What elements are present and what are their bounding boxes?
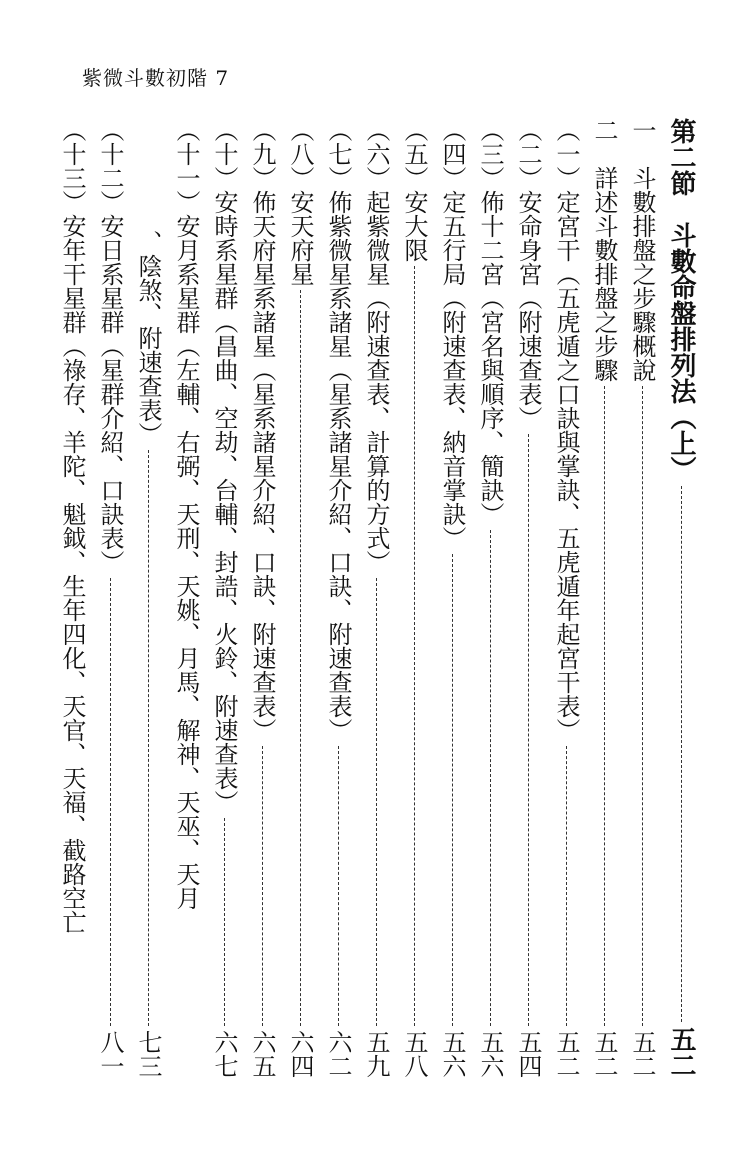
toc-entry-text: （十二）安日系星群（星群介紹、口訣表） <box>96 118 124 574</box>
toc-entry-text: （六）起紫微星（附速查表、計算的方式） <box>362 118 390 574</box>
dotted-leader <box>338 746 339 1026</box>
toc-entry-2-4[interactable] <box>435 118 469 1078</box>
toc-entry-text: （四）定五行局（附速查表、納音掌訣） <box>438 118 466 550</box>
toc-entry-page: 六五 <box>248 1030 276 1078</box>
toc-entry-2-8[interactable] <box>283 118 317 1078</box>
dotted-leader <box>642 386 643 1026</box>
toc-entry-page: 五九 <box>362 1030 390 1078</box>
toc-entry-2-13[interactable] <box>55 118 89 1078</box>
dotted-leader <box>414 266 415 1026</box>
toc-entry-2-2[interactable] <box>511 118 545 1078</box>
toc-entry-2[interactable] <box>587 118 621 1078</box>
toc-entry-2-3[interactable] <box>473 118 507 1078</box>
toc-entry-text: （三）佈十二宮（宮名與順序、簡訣） <box>476 118 504 526</box>
toc-entry-page: 五四 <box>514 1030 542 1078</box>
dotted-leader <box>528 434 529 1026</box>
toc-entry-page: 六七 <box>210 1030 238 1078</box>
toc-entry-2-12[interactable] <box>93 118 127 1078</box>
toc-entry-page: 五二 <box>666 1026 696 1078</box>
running-header: 紫微斗數初階 7 <box>82 66 230 90</box>
toc-entry-page: 五二 <box>552 1030 580 1078</box>
toc-entry-page: 五二 <box>590 1030 618 1078</box>
toc-entry-text: （一）定宮干（五虎遁之口訣與掌訣、五虎遁年起宮干表） <box>552 118 580 742</box>
toc-entry-text: 、陰煞、附速查表） <box>134 230 162 446</box>
toc-entry-text: （二）安命身宮（附速查表） <box>514 118 542 430</box>
toc-entry-page: 五六 <box>438 1030 466 1078</box>
toc-entry-page: 五八 <box>400 1030 428 1078</box>
toc-entry-2-10[interactable] <box>207 118 241 1078</box>
toc-entry-page: 六四 <box>286 1030 314 1078</box>
toc-entry-text: （十）安時系星群（昌曲、空劫、台輔、封誥、火鈴、附速查表） <box>210 118 238 814</box>
toc-entry-2-7[interactable] <box>321 118 355 1078</box>
dotted-leader <box>376 578 377 1026</box>
toc-entry-page: 六二 <box>324 1030 352 1078</box>
toc-entry-2-6[interactable] <box>359 118 393 1078</box>
toc-entry-text: 一 斗數排盤之步驟概說 <box>628 118 656 382</box>
dotted-leader <box>490 530 491 1026</box>
dotted-leader <box>224 818 225 1026</box>
toc-entry-text: 二 詳述斗數排盤之步驟 <box>590 118 618 382</box>
dotted-leader <box>452 554 453 1026</box>
toc-entry-text: （十一）安月系星群（左輔、右弼、天刑、天姚、月馬、解神、天巫、天月 <box>172 118 200 910</box>
dotted-leader <box>300 290 301 1026</box>
toc-entry-2-11-cont[interactable] <box>131 230 165 1078</box>
toc-entry-text: （十三）安年干星群（祿存、羊陀、魁鉞、生年四化、天官、天福、截路空亡 <box>58 118 86 934</box>
toc-entry-section-2[interactable] <box>664 118 698 1078</box>
toc-entry-2-9[interactable] <box>245 118 279 1078</box>
dotted-leader <box>681 486 682 1022</box>
toc-entry-1[interactable] <box>625 118 659 1078</box>
dotted-leader <box>148 450 149 1026</box>
toc-entry-page: 八一 <box>96 1030 124 1078</box>
dotted-leader <box>110 578 111 1026</box>
toc-entry-text: （七）佈紫微星系諸星（星系諸星介紹、口訣、附速查表） <box>324 118 352 742</box>
toc-entry-page: 五二 <box>628 1030 656 1078</box>
dotted-leader <box>262 746 263 1026</box>
dotted-leader <box>604 386 605 1026</box>
toc-entry-2-1[interactable] <box>549 118 583 1078</box>
toc-entry-text: （九）佈天府星系諸星（星系諸星介紹、口訣、附速查表） <box>248 118 276 742</box>
toc-entry-text: 第二節 斗數命盤排列法（上） <box>666 118 696 482</box>
toc-entry-page: 五六 <box>476 1030 504 1078</box>
toc-entry-page: 七三 <box>134 1030 162 1078</box>
toc-entry-2-11[interactable] <box>169 118 203 1078</box>
toc-entry-2-5[interactable] <box>397 118 431 1078</box>
dotted-leader <box>566 746 567 1026</box>
toc-entry-text: （五）安大限 <box>400 118 428 262</box>
toc-entry-text: （八）安天府星 <box>286 118 314 286</box>
